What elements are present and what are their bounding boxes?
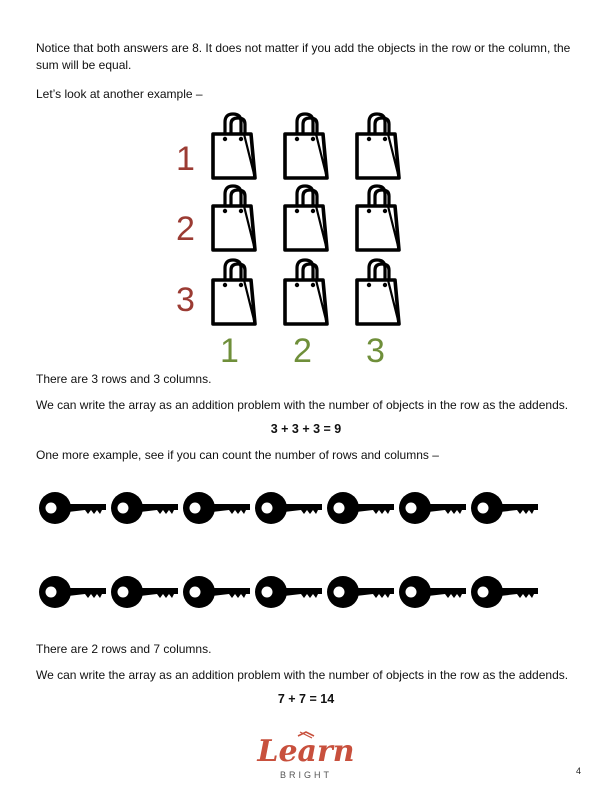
key-icon [398,574,468,610]
paragraph-addition-1: We can write the array as an addition problem with the number of objects in the row as the addends. [36,398,569,412]
paragraph-example-intro: Let’s look at another example – [36,87,203,101]
column-label-2: 2 [293,332,312,370]
row-label-3: 3 [176,281,195,319]
shopping-bag-icon [280,258,332,328]
equation-2: 7 + 7 = 14 [277,692,335,706]
paragraph-one-more-example: One more example, see if you can count the number of rows and columns – [36,448,439,462]
key-icon [182,574,252,610]
column-label-1: 1 [220,332,239,370]
key-icon [38,574,108,610]
row-label-2: 2 [176,210,195,248]
learn-bright-logo [246,730,366,784]
shopping-bag-icon [280,184,332,254]
paragraph-addition-2: We can write the array as an addition problem with the number of objects in the row as the addends. [36,668,569,682]
key-icon [398,490,468,526]
key-icon [326,574,396,610]
key-icon [254,490,324,526]
key-icon [38,490,108,526]
key-icon [110,490,180,526]
paragraph-rows-columns-2: There are 2 rows and 7 columns. [36,642,212,656]
key-icon [326,490,396,526]
logo-word: Learn [257,734,355,769]
logo-tagline: BRIGHT [279,770,332,780]
key-icon [254,574,324,610]
key-icon [470,574,540,610]
shopping-bag-icon [208,184,260,254]
shopping-bag-icon [280,112,332,182]
shopping-bag-icon [352,184,404,254]
equation-1: 3 + 3 + 3 = 9 [270,422,342,436]
key-icon [470,490,540,526]
row-label-1: 1 [176,140,195,178]
shopping-bag-icon [352,258,404,328]
paragraph-intro: Notice that both answers are 8. It does not matter if you add the objects in the row or the column, the sum will be equal. [36,41,571,72]
key-icon [110,574,180,610]
paragraph-rows-columns-1: There are 3 rows and 3 columns. [36,372,212,386]
shopping-bag-icon [208,258,260,328]
key-icon [182,490,252,526]
page-number: 4 [576,766,582,776]
column-label-3: 3 [366,332,385,370]
shopping-bag-icon [208,112,260,182]
shopping-bag-icon [352,112,404,182]
